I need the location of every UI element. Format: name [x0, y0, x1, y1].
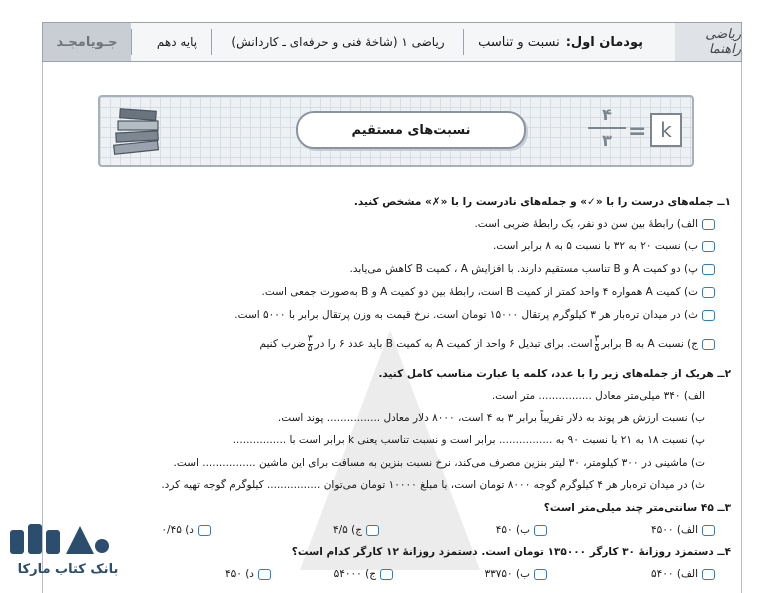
marka-logo	[8, 520, 126, 590]
answer-checkbox[interactable]	[702, 287, 715, 298]
q1-item-f-text-a: ج) نسبت A به B برابر	[601, 338, 698, 350]
option-checkbox[interactable]	[366, 525, 379, 536]
q1-item-c	[350, 261, 715, 277]
q1-item-e-text: ث) در میدان تره‌بار هر ۳ کیلوگرم پرتقال ۱۵۰۰۰ تومان است. نرخ قیمت به وزن پرتقال برابر با ۵۰۰۰ است.	[234, 309, 698, 321]
fraction-denominator: ۳	[602, 131, 612, 150]
book-title: ریاضی ۱ (شاخهٔ فنی و حرفه‌ای ـ کاردانش)	[231, 35, 445, 49]
q1-item-b	[493, 238, 715, 254]
q3-option-b-text: ب) ۴۵۰	[495, 524, 530, 536]
q2-title: ۲ــ هریک از جمله‌های زیر را با عدد، کلمه یا عبارت مناسب کامل کنید.	[378, 368, 731, 380]
equals-sign: =	[628, 119, 647, 144]
marka-logo-text: بانک کتاب مارکا	[17, 562, 119, 577]
answer-checkbox[interactable]	[702, 310, 715, 321]
option-checkbox[interactable]	[380, 569, 393, 580]
q2-item-a: الف) ۳۴۰ میلی‌متر معادل ................ متر است.	[491, 390, 705, 402]
k-box: k	[650, 113, 682, 147]
q1-item-a-text: الف) رابطهٔ بین سن دو نفر، یک رابطهٔ ضربی است.	[474, 218, 698, 230]
q4-option-b[interactable]	[484, 566, 547, 582]
books-icon	[108, 103, 168, 163]
q1-item-f	[260, 334, 715, 354]
option-checkbox[interactable]	[534, 569, 547, 580]
q3-option-a-text: الف) ۴۵۰۰	[651, 524, 698, 536]
option-checkbox[interactable]	[702, 569, 715, 580]
answer-checkbox[interactable]	[702, 241, 715, 252]
section-title: نسبت‌های مستقیم	[296, 111, 526, 149]
q3-option-c[interactable]	[333, 522, 379, 538]
q1-item-d	[262, 284, 715, 300]
series-logo: ریاضی راهنما	[675, 23, 741, 61]
marka-logo-mark	[10, 522, 110, 554]
q2-item-e: ث) در میدان تره‌بار هر ۴ کیلوگرم گوجه ۸۰۰۰ تومان است، با مبلغ ۱۰۰۰۰ تومان می‌توان ................ کیلوگرم گوجه تهیه کرد.	[161, 479, 705, 491]
publisher-logo: جـویامجـد	[43, 23, 131, 61]
unit-name: نسبت و تناسب	[478, 34, 560, 50]
unit-title	[443, 23, 643, 61]
fraction	[308, 335, 313, 354]
fraction-denominator: ۵	[307, 343, 313, 354]
q1-item-c-text: پ) دو کمیت A و B تناسب مستقیم دارند. با افزایش A ، کمیت B کاهش می‌یابد.	[349, 263, 698, 275]
q2-item-d: ت) ماشینی در ۳۰۰ کیلومتر، ۳۰ لیتر بنزین مصرف می‌کند، نرخ نسبت بنزین به مسافت برای این ماشین ................ است.	[173, 457, 705, 469]
q2-item-c: پ) نسبت ۱۸ به ۲۱ با نسبت ۹۰ به ................ برابر است و نسبت تناسب یعنی k برابر است با ................	[232, 434, 705, 446]
banner-fraction	[588, 103, 626, 153]
option-checkbox[interactable]	[258, 569, 271, 580]
q4-title: ۴ــ دستمزد روزانهٔ ۳۰ کارگر ۱۳۵۰۰۰ تومان است. دستمزد روزانهٔ ۱۲ کارگر کدام است؟	[291, 546, 731, 558]
q1-item-f-text-c: ضرب کنیم	[259, 338, 306, 350]
section-banner	[98, 95, 694, 167]
q4-option-b-text: ب) ۳۳۷۵۰	[484, 568, 530, 580]
fraction-numerator: ۴	[588, 103, 626, 129]
option-checkbox[interactable]	[534, 525, 547, 536]
q3-option-d[interactable]	[161, 522, 211, 538]
fraction-denominator: ۵	[594, 343, 600, 354]
q4-option-d-text: د) ۴۵۰	[224, 568, 254, 580]
q3-title: ۳ــ ۴۵ سانتی‌متر چند میلی‌متر است؟	[543, 502, 731, 514]
answer-checkbox[interactable]	[702, 264, 715, 275]
answer-checkbox[interactable]	[702, 339, 715, 350]
q1-item-a	[474, 216, 715, 232]
q4-option-c-text: ج) ۵۴۰۰۰	[333, 568, 376, 580]
q3-option-c-text: ج) ۴/۵	[332, 524, 362, 536]
q1-title: ۱ــ جمله‌های درست را با «✓» و جمله‌های نادرست را با «✗» مشخص کنید.	[353, 196, 731, 208]
q1-item-b-text: ب) نسبت ۲۰ به ۳۲ با نسبت ۵ به ۸ برابر است.	[492, 240, 698, 252]
unit-label: پودمان اول:	[565, 34, 643, 50]
q1-item-d-text: ت) کمیت A همواره ۴ واحد کمتر از کمیت B است، رابطهٔ بین دو کمیت A و B به‌صورت جمعی است.	[261, 286, 698, 298]
option-checkbox[interactable]	[702, 525, 715, 536]
q3-option-b[interactable]	[496, 522, 547, 538]
q3-option-a[interactable]	[651, 522, 715, 538]
q1-item-e	[234, 307, 715, 323]
q4-option-c[interactable]	[334, 566, 393, 582]
page-header	[42, 22, 742, 62]
option-checkbox[interactable]	[198, 525, 211, 536]
fraction-numerator: ۳	[307, 333, 313, 344]
q3-option-d-text: د) ۰/۴۵	[161, 524, 194, 536]
q4-option-d[interactable]	[225, 566, 271, 582]
q4-option-a[interactable]	[651, 566, 715, 582]
grade-label: پایه دهم	[156, 35, 198, 49]
q2-item-b: ب) نسبت ارزش هر پوند به دلار تقریباً برابر ۳ به ۴ است، ۸۰۰۰ دلار معادل ................ پوند است.	[277, 412, 705, 424]
answer-checkbox[interactable]	[702, 219, 715, 230]
q4-option-a-text: الف) ۵۴۰۰	[651, 568, 698, 580]
fraction-numerator: ۳	[594, 333, 600, 344]
fraction	[595, 335, 600, 354]
q1-item-f-text-b: است. برای تبدیل ۶ واحد از کمیت A به کمیت B باید عدد ۶ را در	[314, 338, 593, 350]
